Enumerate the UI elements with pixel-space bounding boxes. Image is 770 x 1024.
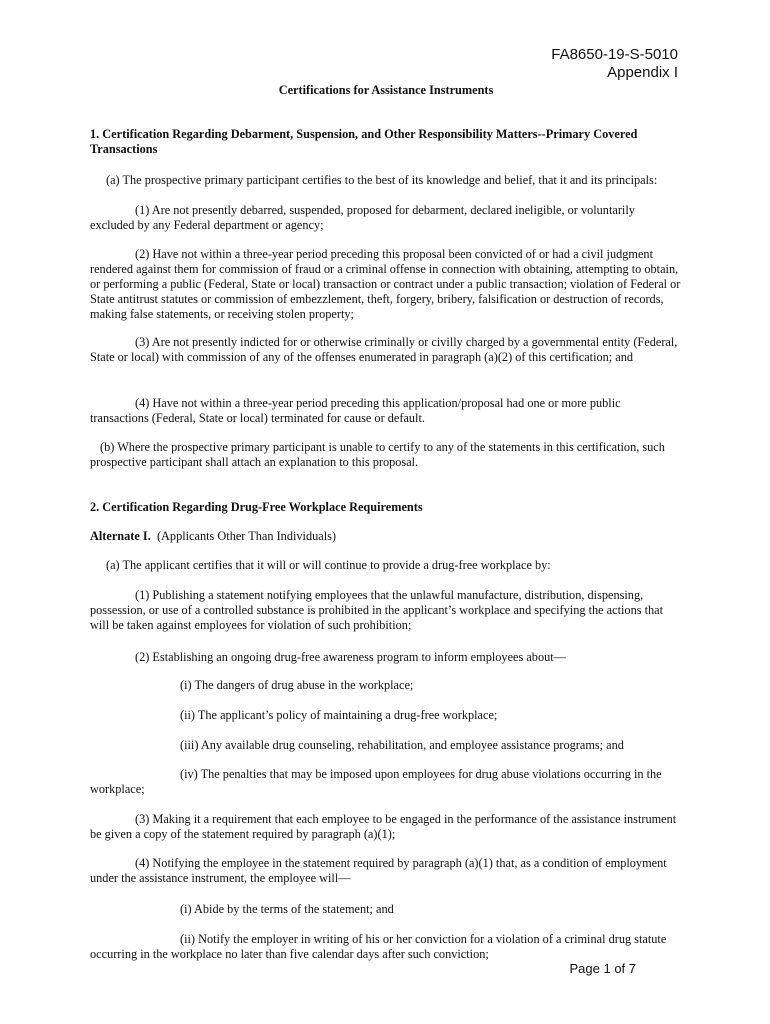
page-title bbox=[90, 83, 682, 98]
page-title-text: Certifications for Assistance Instruments bbox=[278, 83, 494, 97]
section-1-item-2: (2) Have not within a three-year period preceding this proposal been convicted of or had a civil judgment rendered against them for commission of fraud or a criminal offense in connection with obtaining, attempting to obtain, or performing a public (Federal, State or local) transaction or contract under a public transaction; violation of Federal or State antitrust statutes or commission of embezzlement, theft, forgery, bribery, falsification or destruction of records, making false statements, or receiving stolen property; bbox=[90, 247, 681, 321]
section-2-item-2-iii: (iii) Any available drug counseling, rehabilitation, and employee assistance programs; and bbox=[180, 738, 624, 752]
appendix-label: Appendix I bbox=[607, 64, 678, 81]
section-1-para-a: (a) The prospective primary participant certifies to the best of its knowledge and belief, that it and its principals: bbox=[106, 173, 658, 187]
section-2-item-2: (2) Establishing an ongoing drug-free awareness program to inform employees about— bbox=[135, 650, 566, 664]
section-1-para-b: (b) Where the prospective primary participant is unable to certify to any of the statements in this certification, such prospective participant shall attach an explanation to this proposal. bbox=[90, 440, 665, 469]
section-1-heading bbox=[90, 127, 682, 157]
section-2-item-1: (1) Publishing a statement notifying employees that the unlawful manufacture, distribution, dispensing, possession, or use of a controlled substance is prohibited in the applicant’s workplace and specifying the actions that will be taken against employees for violation of such prohibition; bbox=[90, 588, 664, 632]
section-2-item-2-iv-cont: workplace; bbox=[90, 782, 145, 796]
section-1-heading-text: 1. Certification Regarding Debarment, Suspension, and Other Responsibility Matters--Primary Covered Transactions bbox=[90, 127, 638, 156]
section-2-item-4-i: (i) Abide by the terms of the statement; and bbox=[180, 902, 394, 916]
alternate-text: (Applicants Other Than Individuals) bbox=[156, 529, 337, 543]
section-1-item-1: (1) Are not presently debarred, suspended, proposed for debarment, declared ineligible, or voluntarily excluded by any Federal department or agency; bbox=[90, 203, 635, 232]
section-2-item-4-ii: (ii) Notify the employer in writing of his or her conviction for a violation of a criminal drug statute occurring in the workplace no later than five calendar days after such conviction; bbox=[90, 932, 667, 961]
section-2-item-2-ii: (ii) The applicant’s policy of maintaining a drug-free workplace; bbox=[180, 708, 498, 722]
page-number: Page 1 of 7 bbox=[569, 961, 636, 976]
section-2-para-a: (a) The applicant certifies that it will or will continue to provide a drug-free workplace by: bbox=[106, 558, 551, 572]
section-2-heading-text: 2. Certification Regarding Drug-Free Workplace Requirements bbox=[90, 500, 423, 514]
document-id: FA8650-19-S-5010 bbox=[551, 46, 678, 63]
section-1-item-3: (3) Are not presently indicted for or otherwise criminally or civilly charged by a governmental entity (Federal, State or local) with commission of any of the offenses enumerated in paragraph (a)(2) of this certification; and bbox=[90, 335, 678, 364]
section-2-item-4: (4) Notifying the employee in the statement required by paragraph (a)(1) that, as a condition of employment under the assistance instrument, the employee will— bbox=[90, 856, 667, 885]
section-2-item-2-iv: (iv) The penalties that may be imposed upon employees for drug abuse violations occurring in the bbox=[180, 767, 662, 781]
alternate-label: Alternate I. bbox=[90, 529, 151, 543]
section-2-heading bbox=[90, 500, 682, 515]
section-2-item-2-i: (i) The dangers of drug abuse in the workplace; bbox=[180, 678, 414, 692]
section-1-item-4: (4) Have not within a three-year period preceding this application/proposal had one or more public transactions (Federal, State or local) terminated for cause or default. bbox=[90, 396, 621, 425]
section-2-item-3: (3) Making it a requirement that each employee to be engaged in the performance of the assistance instrument be given a copy of the statement required by paragraph (a)(1); bbox=[90, 812, 677, 841]
document-header bbox=[551, 46, 678, 82]
alternate-line bbox=[90, 529, 682, 544]
